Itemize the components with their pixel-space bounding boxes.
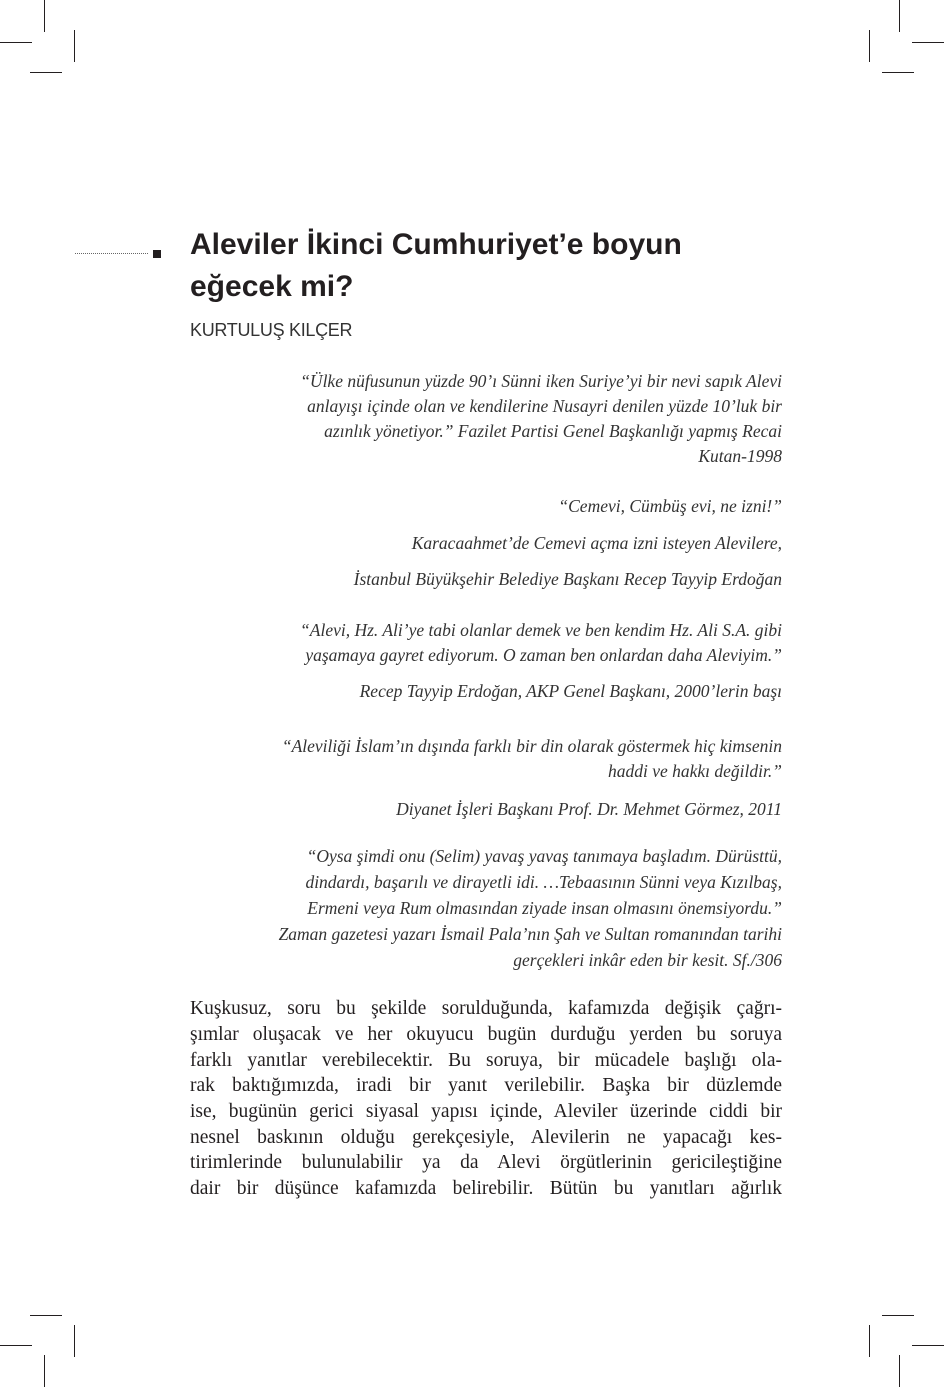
crop-mark: [899, 0, 900, 32]
epigraph-line: gerçekleri inkâr eden bir kesit. Sf./306: [513, 950, 782, 970]
body-text-line: tirimlerinde bulunulabilir ya da Alevi örgütlerinin gericileştiğine: [190, 1152, 782, 1173]
epigraph-line: “Aleviliği İslam’ın dışında farklı bir din olarak göstermek hiç kimsenin: [281, 736, 782, 756]
crop-mark: [869, 30, 870, 62]
dotted-rule: [75, 253, 148, 254]
crop-mark: [44, 0, 45, 32]
body-text-line: şımlar oluşacak ve her okuyucu bugün durduğu yerden bu soruya: [190, 1024, 782, 1045]
epigraph-attribution: Diyanet İşleri Başkanı Prof. Dr. Mehmet Görmez, 2011: [396, 799, 782, 819]
crop-mark: [912, 1345, 944, 1346]
epigraph-line: Ermeni veya Rum olmasından ziyade insan olmasını önemsiyordu.”: [307, 898, 782, 918]
crop-mark: [44, 1355, 45, 1387]
body-text-line: farklı yanıtlar verebilecektir. Bu soruya, bir mücadele başlığı ola-: [190, 1050, 782, 1071]
epigraph-attribution: Recep Tayyip Erdoğan, AKP Genel Başkanı, 2000’lerin başı: [359, 681, 782, 701]
body-text-line: nesnel baskının olduğu gerekçesiyle, Alevilerin ne yapacağı kes-: [190, 1127, 782, 1148]
article-title-line: Aleviler İkinci Cumhuriyet’e boyun: [190, 228, 682, 261]
crop-mark: [30, 1315, 62, 1316]
body-text-line: rak baktığımızda, iradi bir yanıt verilebilir. Başka bir düzlemde: [190, 1075, 782, 1096]
epigraph-line: haddi ve hakkı değildir.”: [607, 761, 782, 781]
epigraph-line: Kutan-1998: [698, 446, 782, 466]
epigraph-line: yaşamaya gayret ediyorum. O zaman ben onlardan daha Aleviyim.”: [305, 645, 782, 665]
article-title-line: eğecek mi?: [190, 270, 354, 303]
epigraph-line: “Oysa şimdi onu (Selim) yavaş yavaş tanımaya başladım. Dürüsttü,: [306, 846, 782, 866]
crop-mark: [74, 1325, 75, 1357]
title-bullet-icon: [153, 250, 161, 258]
epigraph-line: azınlık yönetiyor.” Fazilet Partisi Genel Başkanlığı yapmış Recai: [324, 421, 782, 441]
epigraph-line: Zaman gazetesi yazarı İsmail Pala’nın Şah ve Sultan romanından tarihi: [278, 924, 782, 944]
crop-mark: [74, 30, 75, 62]
epigraph-line: anlayışı içinde olan ve kendilerine Nusayri denilen yüzde 10’luk bir: [307, 396, 782, 416]
epigraph-attribution: Karacaahmet’de Cemevi açma izni isteyen Alevilere,: [411, 533, 782, 553]
crop-mark: [0, 1345, 32, 1346]
crop-mark: [869, 1325, 870, 1357]
crop-mark: [899, 1355, 900, 1387]
epigraph-line: “Ülke nüfusunun yüzde 90’ı Sünni iken Suriye’yi bir nevi sapık Alevi: [300, 371, 782, 391]
epigraph-line: dindardı, başarılı ve dirayetli idi. …Tebaasının Sünni veya Kızılbaş,: [305, 872, 782, 892]
crop-mark: [0, 42, 32, 43]
epigraph-line: “Alevi, Hz. Ali’ye tabi olanlar demek ve ben kendim Hz. Ali S.A. gibi: [300, 620, 782, 640]
crop-mark: [912, 42, 944, 43]
body-text-line: ise, bugünün gerici siyasal yapısı içinde, Aleviler üzerinde ciddi bir: [190, 1101, 782, 1122]
crop-mark: [882, 72, 914, 73]
crop-mark: [30, 72, 62, 73]
author-name: KURTULUŞ KILÇER: [190, 320, 353, 340]
body-text-line: Kuşkusuz, soru bu şekilde sorulduğunda, kafamızda değişik çağrı-: [190, 998, 782, 1019]
crop-mark: [882, 1315, 914, 1316]
epigraph-line: “Cemevi, Cümbüş evi, ne izni!”: [558, 496, 782, 516]
body-text-line: dair bir düşünce kafamızda belirebilir. Bütün bu yanıtları ağırlık: [190, 1178, 782, 1199]
epigraph-attribution: İstanbul Büyükşehir Belediye Başkanı Recep Tayyip Erdoğan: [353, 569, 782, 589]
